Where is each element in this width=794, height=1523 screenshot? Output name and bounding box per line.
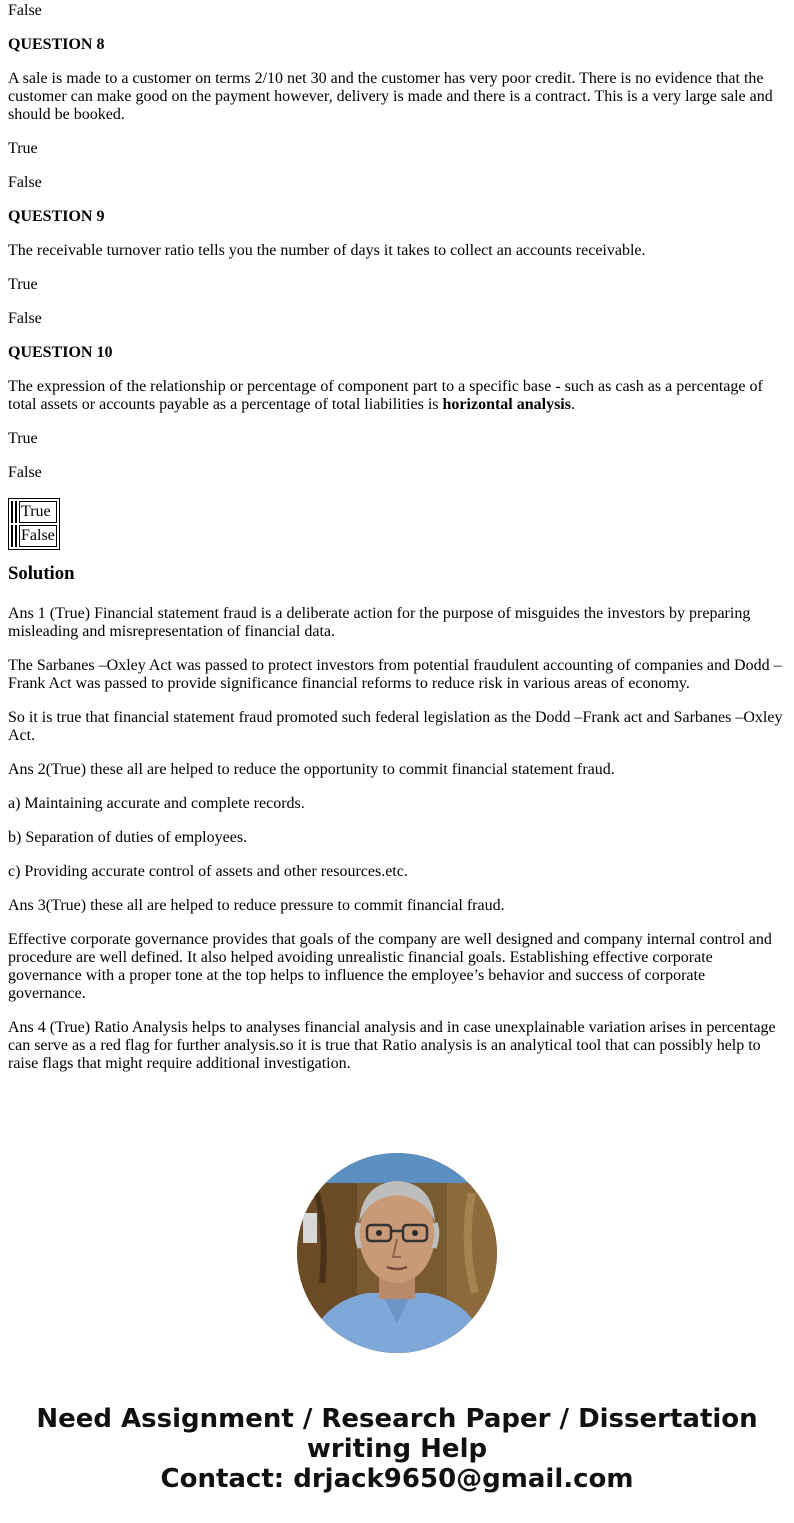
solution-paragraph: Ans 3(True) these all are helped to reduce pressure to commit financial fraud. xyxy=(8,897,505,914)
question-10-option-false[interactable]: False xyxy=(8,464,42,481)
solution-paragraph: Ans 4 (True) Ratio Analysis helps to analyses financial analysis and in case unexplainable variation arises in percentage can serve as a red flag for further analysis.so it is true that Ratio analysis is an analytical tool that can possibly help to raise flags that might require additional investigation. xyxy=(8,1019,776,1072)
question-8-option-false[interactable]: False xyxy=(8,174,42,191)
options-table-cell-true[interactable]: True xyxy=(19,501,57,523)
solution-paragraph: Effective corporate governance provides that goals of the company are well designed and company internal control and procedure are well defined. It also helped avoiding unrealistic financial goals. Establishing effective corporate governance with a proper tone at the top helps to influence the employee’s behavior and success of corporate governance. xyxy=(8,931,772,1002)
solution-list-item: b) Separation of duties of employees. xyxy=(8,829,248,846)
question-10-text xyxy=(8,378,786,414)
footer-line-1: Need Assignment / Research Paper / Dissertation xyxy=(36,1404,758,1434)
question-9-text: The receivable turnover ratio tells you the number of days it takes to collect an accounts receivable. xyxy=(8,242,646,259)
avatar-portrait-image xyxy=(297,1153,497,1353)
options-table-empty-cell xyxy=(15,525,17,547)
options-table-row xyxy=(11,525,57,547)
question-10-heading: QUESTION 10 xyxy=(8,344,113,361)
footer-contact xyxy=(0,1404,794,1494)
solution-paragraph: The Sarbanes –Oxley Act was passed to protect investors from potential fraudulent accounting of companies and Dodd –Frank Act was passed to provide significance financial reforms to reduce risk in various areas of economy. xyxy=(8,657,782,692)
options-table-row xyxy=(11,501,57,523)
author-avatar xyxy=(297,1153,497,1353)
option-false-q7: False xyxy=(8,2,42,19)
solution-paragraph: Ans 2(True) these all are helped to reduce the opportunity to commit financial statement fraud. xyxy=(8,761,615,778)
footer-line-2: writing Help xyxy=(306,1434,488,1464)
footer-contact-email[interactable]: Contact: drjack9650@gmail.com xyxy=(160,1464,634,1494)
solution-paragraph: So it is true that financial statement fraud promoted such federal legislation as the Dodd –Frank act and Sarbanes –Oxley Act. xyxy=(8,709,783,744)
options-table-empty-cell xyxy=(11,525,13,547)
solution-paragraph: Ans 1 (True) Financial statement fraud is a deliberate action for the purpose of misguides the investors by preparing misleading and misrepresentation of financial data. xyxy=(8,605,751,640)
question-8-option-true[interactable]: True xyxy=(8,140,38,157)
options-table-empty-cell xyxy=(15,501,17,523)
solution-list-item: a) Maintaining accurate and complete records. xyxy=(8,795,305,812)
question-10-option-true[interactable]: True xyxy=(8,430,38,447)
question-10-text-main: The expression of the relationship or percentage of component part to a specific base - such as cash as a percentage of total assets or accounts payable as a percentage of total liabilities is xyxy=(8,378,763,413)
question-8-text: A sale is made to a customer on terms 2/10 net 30 and the customer has very poor credit. There is no evidence that the customer can make good on the payment however, delivery is made and there is a contract. This is a very large sale and should be booked. xyxy=(8,70,773,123)
options-table-cell-false[interactable]: False xyxy=(19,525,57,547)
options-table xyxy=(8,498,60,550)
question-10-text-bold: horizontal analysis xyxy=(442,396,571,413)
solution-list-item: c) Providing accurate control of assets and other resources.etc. xyxy=(8,863,408,880)
solution-heading: Solution xyxy=(8,563,75,584)
options-table-empty-cell xyxy=(11,501,13,523)
question-9-heading: QUESTION 9 xyxy=(8,208,105,225)
question-10-text-end: . xyxy=(570,396,575,413)
question-8-heading: QUESTION 8 xyxy=(8,36,105,53)
question-9-option-false[interactable]: False xyxy=(8,310,42,327)
question-9-option-true[interactable]: True xyxy=(8,276,38,293)
